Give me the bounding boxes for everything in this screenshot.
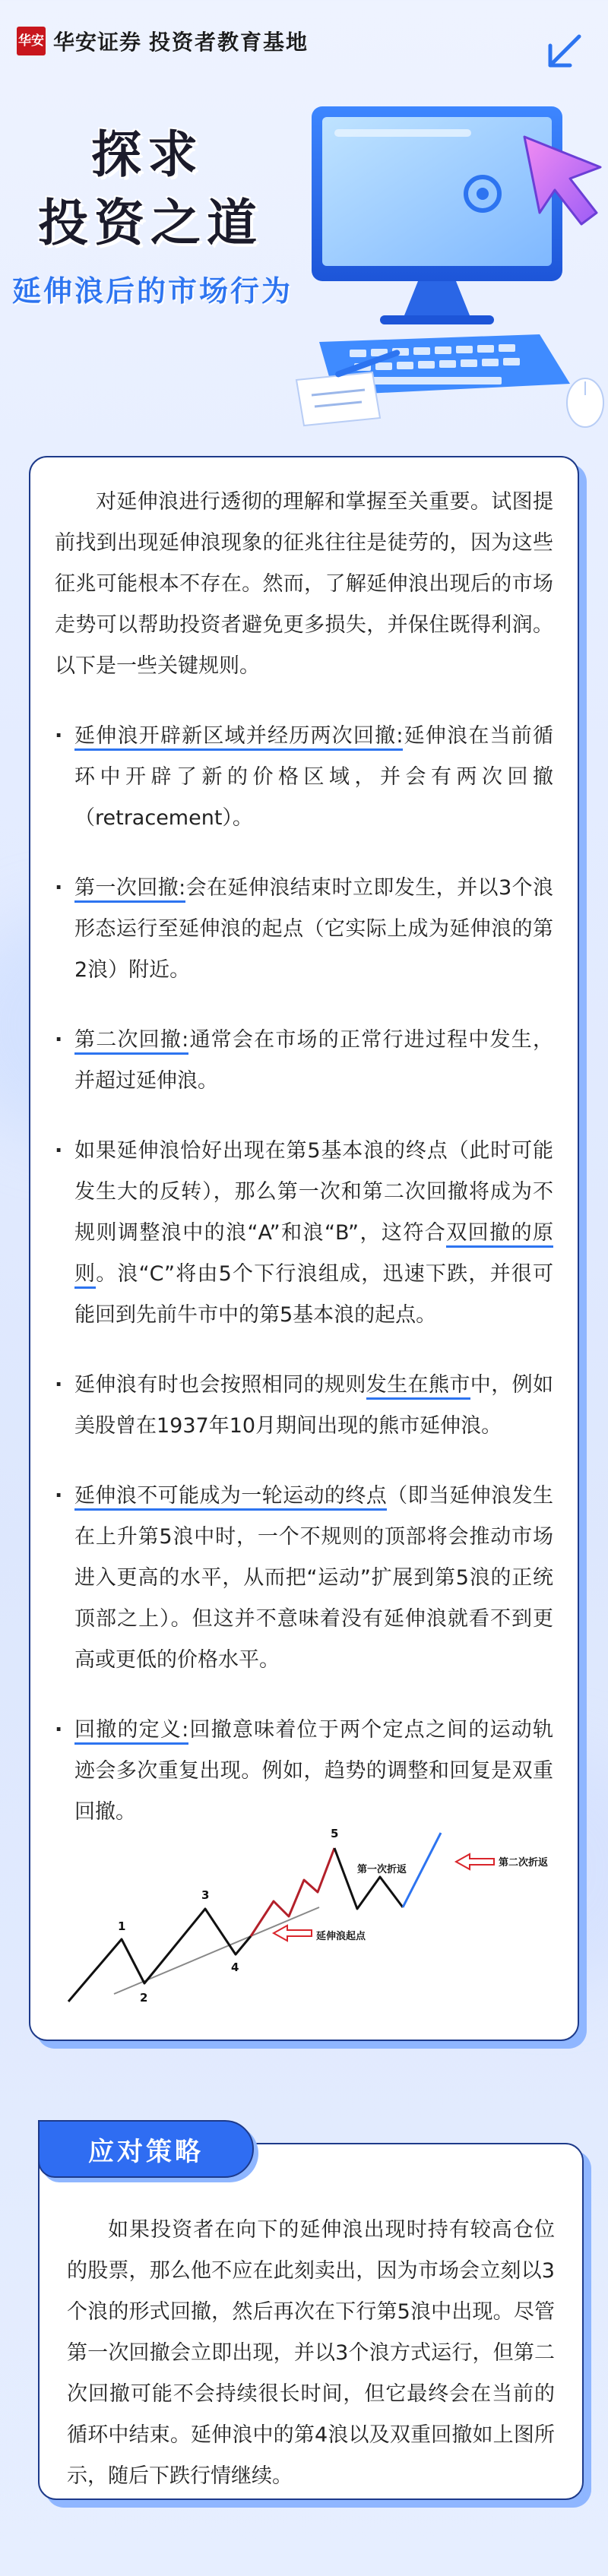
rule-item [55, 1365, 553, 1447]
brand-name: 华安证券 [53, 30, 142, 55]
wave-diagram [46, 1795, 570, 2030]
rule-item [55, 1131, 553, 1336]
corner-arrow-icon [543, 30, 585, 73]
computer-illustration-icon [289, 84, 608, 433]
content-card [29, 456, 579, 2041]
rule-pre: 如果延伸浪恰好出现在第5基本浪的终点（此时可能发生大的反转），那么第一次和第二次回撤将成为不规则调整浪中的浪“A”和浪“B”，这符合 [74, 1139, 553, 1245]
annotation-label: 延伸浪起点 [316, 1931, 366, 1942]
brand-sub: 投资者教育基地 [149, 30, 309, 55]
rule-item [55, 1020, 553, 1102]
rule-heading: 第二次回撤: [74, 1028, 188, 1055]
wave-label: 1 [118, 1919, 126, 1933]
strategy-tab: 应对策略 [38, 2120, 254, 2178]
rule-body: 中，例如美股曾在1937年10月期间出现的熊市延伸浪。 [74, 1373, 554, 1438]
wave-label: 3 [201, 1888, 210, 1902]
rule-body: （即当延伸浪发生在上升第5浪中时，一个不规则的顶部将会推动市场进入更高的水平，从而把“运动”扩展到第5浪的正统顶部之上）。但这并不意味着没有延伸浪就看不到更高或更低的价格水平。 [74, 1484, 554, 1672]
rule-heading: 延伸浪不可能成为一轮运动的终点 [74, 1484, 387, 1511]
brand-logo: 华安 [17, 27, 46, 55]
brand-header [17, 26, 309, 56]
wave-line-retrace [334, 1848, 403, 1909]
arrow-icon [456, 1854, 494, 1869]
rule-body: 回撤意味着位于两个定点之间的运动轨迹会多次重复出现。例如，趋势的调整和回复是双重回撤。 [74, 1718, 553, 1824]
wave-label: 2 [140, 1991, 148, 2005]
arrow-icon [274, 1926, 312, 1941]
wave-line-second [403, 1833, 441, 1907]
rule-item [55, 716, 553, 839]
rule-item [55, 1476, 553, 1681]
page-title-line1: 探求 [91, 125, 204, 184]
rule-heading: 回撤的定义: [74, 1718, 188, 1745]
strategy-paragraph: 如果投资者在向下的延伸浪出现时持有较高仓位的股票，那么他不应在此刻卖出，因为市场会立刻以3个浪的形式回撤，然后再次在下行第5浪中出现。尽管第一次回撤会立即出现，并以3个浪方式运行，但第二次回撤可能不会持续很长时间，但它最终会在当前的循环中结束。延伸浪中的第4浪以及双重回撤如上图所示，随后下跌行情继续。 [67, 2218, 555, 2488]
intro-paragraph: 对延伸浪进行透彻的理解和掌握至关重要。试图提前找到出现延伸浪现象的征兆往往是徒劳的，因为这些征兆可能根本不存在。然而，了解延伸浪出现后的市场走势可以帮助投资者避免更多损失，并保住既得利润。以下是一些关键规则。 [55, 490, 553, 678]
strategy-card [38, 2143, 584, 2500]
rule-heading: 发生在熊市 [366, 1373, 470, 1400]
page-subtitle: 延伸浪后的市场行为 [12, 274, 293, 308]
annotation-label: 第一次折返 [357, 1864, 407, 1875]
rule-body: 通常会在市场的正常行进过程中发生，并超过延伸浪。 [74, 1028, 553, 1093]
rule-body: 会在延伸浪结束时立即发生，并以3个浪形态运行至延伸浪的起点（它实际上成为延伸浪的第2浪）附近。 [74, 876, 553, 982]
wave-label: 4 [231, 1960, 239, 1974]
page-title-line2: 投资之道 [38, 194, 263, 252]
rule-heading: 双回撤的原则 [74, 1221, 553, 1289]
rule-body: 延伸浪在当前循环中开辟了新的价格区域，并会有两次回撤（retracement）。 [74, 724, 553, 830]
rule-pre: 延伸浪有时也会按照相同的规则 [74, 1373, 366, 1397]
rule-body: 。浪“C”将由5个下行浪组成，迅速下跌，并很可能回到先前牛市中的第5基本浪的起点。 [74, 1262, 553, 1327]
trend-line [114, 1907, 319, 1994]
rule-heading: 第一次回撤: [74, 876, 185, 903]
rule-heading: 延伸浪开辟新区域并经历两次回撤: [74, 724, 403, 751]
wave-line-base [68, 1909, 251, 2002]
rule-item [55, 868, 553, 991]
wave-label: 5 [331, 1827, 339, 1840]
wave-line-extension [251, 1848, 334, 1936]
annotation-label: 第二次折返 [499, 1857, 549, 1869]
